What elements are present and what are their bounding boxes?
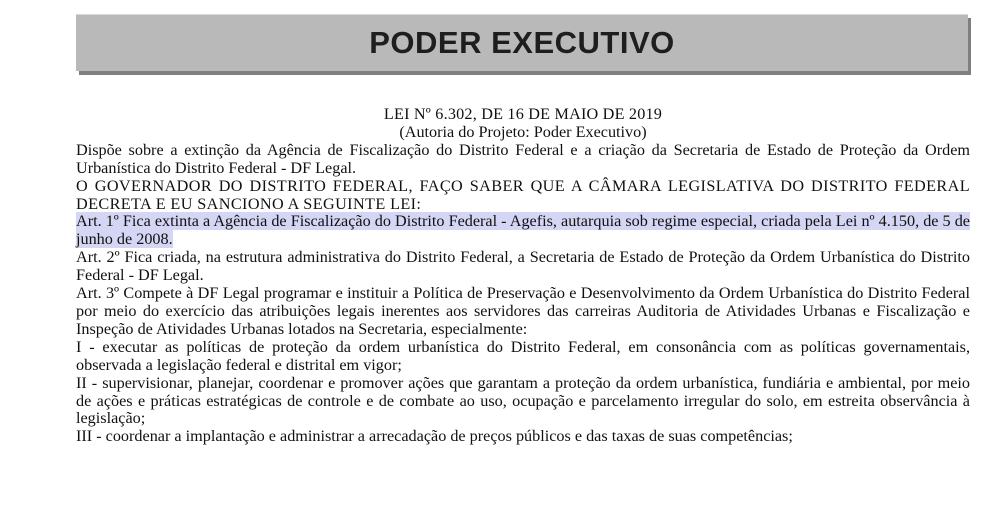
law-preamble: O GOVERNADOR DO DISTRITO FEDERAL, FAÇO SABER QUE A CÂMARA LEGISLATIVA DO DISTRITO FEDERAL DECRETA E EU SANCIONO A SEGUINTE LEI: <box>76 176 970 213</box>
article-3: Art. 3º Compete à DF Legal programar e instituir a Política de Preservação e Desenvolvimento da Ordem Urbanística do Distrito Federal por meio do exercício das atribuições legais inerentes aos servidores das carreiras Auditoria de Atividades Urbanas e Fiscalização e Inspeção de Atividades Urbanas lotados na Secretaria, especialmente: <box>76 284 970 338</box>
item-ii: II - supervisionar, planejar, coordenar e promover ações que garantam a proteção da ordem urbanística, fundiária e ambiental, por meio de ações e práticas estratégicas de controle e de combate ao uso, ocupação e parcelamento irregular do solo, em estreita observância à legislação; <box>76 373 970 428</box>
section-title: PODER EXECUTIVO <box>369 25 675 60</box>
item-iii: III - coordenar a implantação e administrar a arrecadação de preços públicos e das taxas de suas competências; <box>76 427 793 446</box>
law-summary: Dispõe sobre a extinção da Agência de Fiscalização do Distrito Federal e a criação da Secretaria de Estado de Proteção da Ordem Urbanística do Distrito Federal - DF Legal. <box>76 140 970 177</box>
law-authorship: (Autoria do Projeto: Poder Executivo) <box>399 122 647 141</box>
article-1-text: Art. 1º Fica extinta a Agência de Fiscalização do Distrito Federal - Agefis, autarquia sob regime especial, criada pela Lei nº 4.150, de 5 de junho de 2008. <box>76 212 970 249</box>
law-document <box>76 106 970 446</box>
item-i: I - executar as políticas de proteção da ordem urbanística do Distrito Federal, em consonância com as políticas governamentais, observada a legislação federal e distrital em vigor; <box>76 337 970 374</box>
article-2: Art. 2º Fica criada, na estrutura administrativa do Distrito Federal, a Secretaria de Estado de Proteção da Ordem Urbanística do Distrito Federal - DF Legal. <box>76 248 970 285</box>
section-banner <box>76 14 968 71</box>
law-title: LEI Nº 6.302, DE 16 DE MAIO DE 2019 <box>383 105 663 123</box>
article-1[interactable] <box>76 213 970 249</box>
